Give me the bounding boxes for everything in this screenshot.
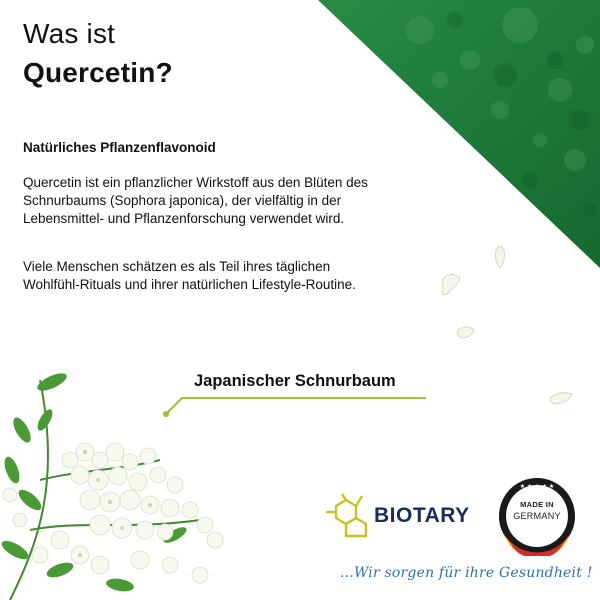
petal-3: [458, 327, 475, 338]
biotary-logo: [322, 492, 482, 538]
brand-name: BIOTARY: [374, 504, 470, 527]
petal-4: [550, 393, 572, 404]
paragraph-2: Viele Menschen schätzen es als Teil ihres täglichen Wohlfühl-Rituals und ihrer natürlichen Lifestyle-Routine.: [23, 259, 356, 292]
made-in-germany-badge: [497, 476, 577, 556]
title-line-2: Quercetin?: [23, 57, 173, 88]
petal-1: [442, 274, 460, 294]
slogan: ...Wir sorgen für ihre Gesundheit !: [340, 565, 593, 581]
title-line-1: Was ist: [23, 18, 116, 49]
petal-2: [496, 246, 505, 268]
svg-text:★ ★ ★ ★ ★: ★ ★ ★ ★ ★: [519, 483, 555, 490]
badge-made-in: MADE IN: [520, 500, 554, 509]
sophora-blossom-illustration: [0, 360, 250, 600]
badge-country: GERMANY: [513, 511, 561, 521]
benzene-ring-icon: [322, 492, 372, 538]
paragraph-1: Quercetin ist ein pflanzlicher Wirkstoff aus den Blüten des Schnurbaums (Sophora japonica), der vielfältig in der Lebensmittel- und Pflanzenforschung verwendet wird.: [23, 175, 368, 226]
subheading: Natürliches Pflanzenflavonoid: [23, 140, 216, 155]
plant-label: Japanischer Schnurbaum: [194, 372, 396, 390]
